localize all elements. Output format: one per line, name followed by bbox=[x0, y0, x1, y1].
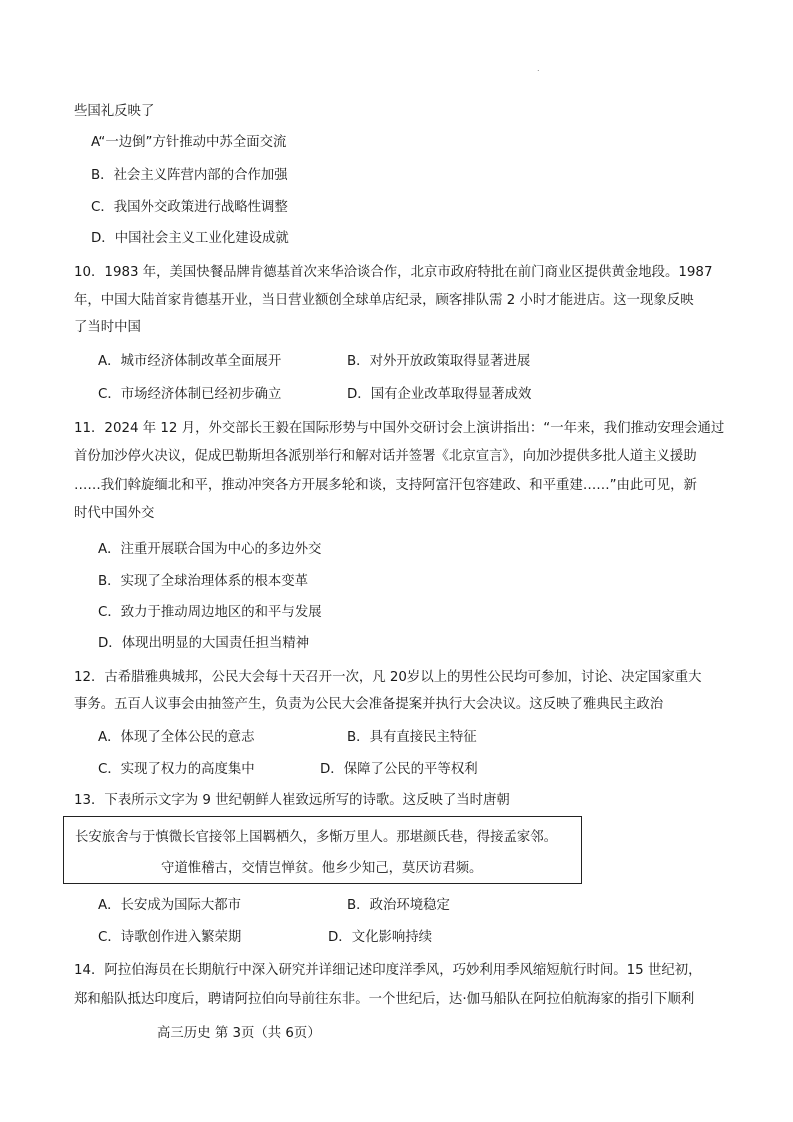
q13-option-b: B．政治环境稳定 bbox=[347, 898, 450, 913]
q11-option-b: B．实现了全球治理体系的根本变革 bbox=[98, 574, 309, 589]
q12-option-d: D．保障了公民的平等权利 bbox=[320, 762, 478, 777]
q11-option-d: D．体现出明显的大国责任担当精神 bbox=[98, 636, 310, 651]
q11-option-c: C．致力于推动周边地区的和平与发展 bbox=[98, 605, 322, 620]
q10-stem-line-2: 年，中国大陆首家肯德基开业，当日营业额创全球单店纪录，顾客排队需 2 小时才能进店。这一现象反映 bbox=[74, 293, 694, 308]
q12-option-c: C．实现了权力的高度集中 bbox=[98, 762, 255, 777]
q12-stem-line-2: 事务。五百人议事会由抽签产生，负责为公民大会准备提案并执行大会决议。这反映了雅典民主政治 bbox=[74, 697, 664, 712]
q13-option-d: D．文化影响持续 bbox=[328, 930, 433, 945]
q13-stem: 13．下表所示文字为 9 世纪朝鲜人崔致远所写的诗歌。这反映了当时唐朝 bbox=[74, 793, 510, 808]
q12-option-b: B．具有直接民主特征 bbox=[347, 730, 477, 745]
q10-stem-line-3: 了当时中国 bbox=[74, 320, 141, 335]
q13-poem-line-2: 守道惟稽古，交情岂惮贫。他乡少知己，莫厌访君频。 bbox=[161, 861, 483, 876]
q12-option-a: A．体现了全体公民的意志 bbox=[98, 730, 255, 745]
page-mark: . bbox=[537, 64, 540, 73]
q9-option-b: B．社会主义阵营内部的合作加强 bbox=[91, 168, 288, 183]
q9-option-d: D．中国社会主义工业化建设成就 bbox=[91, 231, 289, 246]
q13-poem-box bbox=[63, 816, 582, 884]
q9-option-c: C．我国外交政策进行战略性调整 bbox=[91, 200, 288, 215]
q9-option-a: A“一边倒”方针推动中苏全面交流 bbox=[91, 135, 287, 150]
page-footer: 高三历史 第 3页（共 6页） bbox=[157, 1026, 321, 1041]
q10-option-b: B．对外开放政策取得显著进展 bbox=[347, 354, 531, 369]
q11-stem-line-4: 时代中国外交 bbox=[74, 506, 155, 521]
q13-option-c: C．诗歌创作进入繁荣期 bbox=[98, 930, 242, 945]
q14-stem-line-1: 14．阿拉伯海员在长期航行中深入研究并详细记述印度洋季风，巧妙利用季风缩短航行时间。15 世纪初， bbox=[74, 963, 702, 978]
q9-stem-tail: 些国礼反映了 bbox=[74, 104, 155, 119]
q13-poem-line-1: 长安旅舍与于慎微长官接邻上国羁栖久，多惭万里人。那堪颜氏巷，得接孟家邻。 bbox=[75, 830, 558, 845]
q10-stem-line-1: 10．1983 年，美国快餐品牌肯德基首次来华洽谈合作，北京市政府特批在前门商业区提供黄金地段。1987 bbox=[74, 265, 713, 280]
q11-option-a: A．注重开展联合国为中心的多边外交 bbox=[98, 542, 322, 557]
q11-stem-line-2: 首份加沙停火决议，促成巴勒斯坦各派别举行和解对话并签署《北京宣言》，向加沙提供多批人道主义援助 bbox=[74, 449, 697, 464]
q13-option-a: A．长安成为国际大都市 bbox=[98, 898, 242, 913]
q11-stem-line-3: ……我们斡旋缅北和平，推动冲突各方开展多轮和谈，支持阿富汗包容建政、和平重建……”由此可见，新 bbox=[74, 478, 697, 493]
q11-stem-line-1: 11．2024 年 12 月，外交部长王毅在国际形势与中国外交研讨会上演讲指出：“一年来，我们推动安理会通过 bbox=[74, 421, 725, 436]
q10-option-d: D．国有企业改革取得显著成效 bbox=[347, 387, 532, 402]
q12-stem-line-1: 12．古希腊雅典城邦，公民大会每十天召开一次，凡 20岁以上的男性公民均可参加，讨论、决定国家重大 bbox=[74, 670, 702, 685]
q10-option-a: A．城市经济体制改革全面展开 bbox=[98, 354, 282, 369]
q14-stem-line-2: 郑和船队抵达印度后，聘请阿拉伯向导前往东非。一个世纪后，达·伽马船队在阿拉伯航海家的指引下顺利 bbox=[74, 992, 695, 1007]
q10-option-c: C．市场经济体制已经初步确立 bbox=[98, 387, 282, 402]
